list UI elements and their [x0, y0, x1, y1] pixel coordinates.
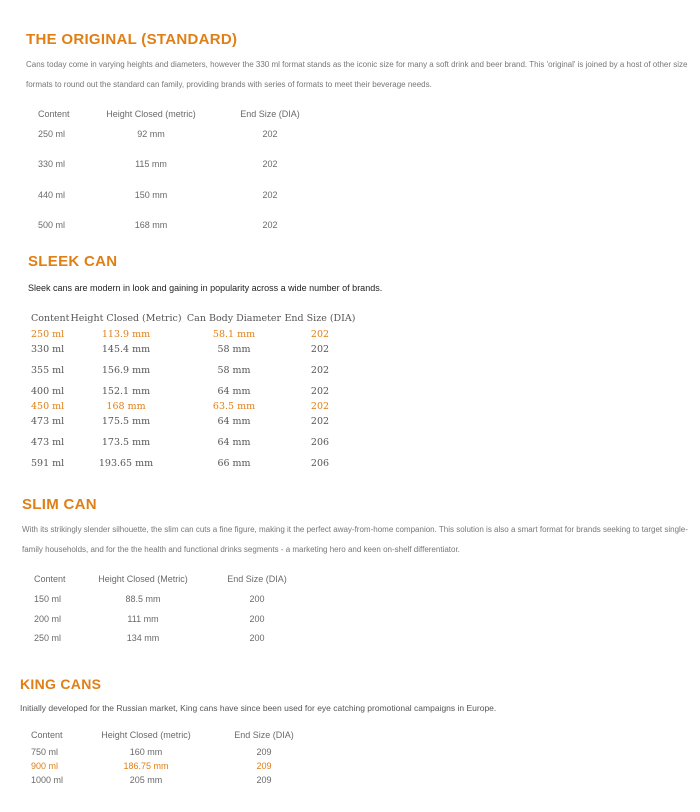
table-header-cell: Content	[38, 109, 70, 119]
table-header-cell: Content	[31, 313, 70, 324]
section-paragraph-king: Initially developed for the Russian market, King cans have since been used for eye catching promotional campaigns in Europe.	[20, 703, 497, 713]
table-header-cell: End Size (DIA)	[284, 313, 356, 324]
table-cell: 200 ml	[34, 614, 62, 624]
table-header-cell: Content	[31, 730, 63, 740]
table-cell: 205 mm	[129, 775, 163, 785]
table-cell: 200	[249, 594, 265, 604]
table-cell: 400 ml	[31, 386, 65, 397]
table-cell: 175.5 mm	[101, 416, 151, 427]
section-title-king: KING CANS	[20, 676, 102, 692]
table-header-cell: Height Closed (Metric)	[70, 313, 182, 324]
table-header-cell: Height Closed (metric)	[101, 730, 191, 740]
table-cell: 202	[262, 190, 278, 200]
table-header-cell: Height Closed (Metric)	[98, 574, 188, 584]
table-cell: 202	[262, 220, 278, 230]
table-cell: 66 mm	[217, 458, 251, 469]
table-cell: 173.5 mm	[101, 437, 151, 448]
table-cell: 115 mm	[135, 159, 167, 169]
table-cell: 88.5 mm	[125, 594, 161, 604]
table-header-cell: Height Closed (metric)	[106, 109, 196, 119]
table-cell: 206	[310, 437, 330, 448]
table-cell: 152.1 mm	[101, 386, 151, 397]
table-cell: 58.1 mm	[212, 329, 256, 340]
section-title-sleek: SLEEK CAN	[28, 253, 118, 270]
table-cell: 250 ml	[34, 633, 62, 643]
table-cell: 473 ml	[31, 437, 65, 448]
table-cell: 440 ml	[38, 190, 66, 200]
section-title-slim: SLIM CAN	[22, 496, 97, 513]
table-cell: 330 ml	[31, 344, 65, 355]
table-cell: 900 ml	[31, 761, 59, 771]
table-cell: 64 mm	[217, 386, 251, 397]
table-cell: 206	[310, 458, 330, 469]
table-cell: 202	[310, 416, 330, 427]
table-cell: 64 mm	[217, 437, 251, 448]
table-cell: 200	[249, 614, 265, 624]
section-title-original: THE ORIGINAL (STANDARD)	[26, 31, 238, 48]
table-header-cell: Can Body Diameter	[186, 313, 282, 324]
table-cell: 193.65 mm	[98, 458, 154, 469]
table-cell: 450 ml	[31, 401, 65, 412]
table-cell: 58 mm	[217, 344, 251, 355]
table-cell: 209	[256, 775, 272, 785]
table-cell: 160 mm	[129, 747, 163, 757]
table-cell: 111 mm	[127, 614, 159, 624]
table-cell: 92 mm	[137, 129, 165, 139]
section-paragraph-original: Cans today come in varying heights and diameters, however the 330 ml format stands as the iconic size for many a soft drink and beer brand. This 'original' is joined by a host of other size formats to round out the standard can family, providing brands with series of formats to meet their beverage needs.	[26, 60, 688, 89]
table-cell: 150 ml	[34, 594, 62, 604]
table-cell: 150 mm	[134, 190, 168, 200]
table-cell: 202	[310, 365, 330, 376]
table-cell: 113.9 mm	[101, 329, 151, 340]
table-cell: 200	[249, 633, 265, 643]
table-cell: 58 mm	[217, 365, 251, 376]
table-cell: 250 ml	[31, 329, 65, 340]
table-cell: 250 ml	[38, 129, 66, 139]
table-cell: 1000 ml	[31, 775, 64, 785]
section-paragraph-slim: With its strikingly slender silhouette, the slim can cuts a fine figure, making it the perfect away-from-home companion. This solution is also a smart format for brands seeking to target single-family households, and for the the health and functional drinks segments - a marketing hero and keen on-shelf differentiator.	[22, 525, 688, 554]
table-cell: 330 ml	[38, 159, 66, 169]
table-cell: 209	[256, 761, 272, 771]
table-cell: 202	[310, 329, 330, 340]
table-cell: 202	[262, 159, 278, 169]
table-cell: 186.75 mm	[123, 761, 169, 771]
table-cell: 202	[310, 344, 330, 355]
table-cell: 750 ml	[31, 747, 59, 757]
table-cell: 168 mm	[134, 220, 168, 230]
table-cell: 134 mm	[126, 633, 160, 643]
table-header-cell: End Size (DIA)	[240, 109, 300, 119]
table-cell: 473 ml	[31, 416, 65, 427]
table-cell: 209	[256, 747, 272, 757]
table-cell: 500 ml	[38, 220, 66, 230]
table-cell: 145.4 mm	[101, 344, 151, 355]
table-cell: 202	[310, 386, 330, 397]
table-cell: 202	[310, 401, 330, 412]
table-cell: 64 mm	[217, 416, 251, 427]
table-cell: 202	[262, 129, 278, 139]
table-cell: 591 ml	[31, 458, 65, 469]
table-header-cell: Content	[34, 574, 66, 584]
table-header-cell: End Size (DIA)	[227, 574, 287, 584]
table-cell: 63.5 mm	[212, 401, 256, 412]
section-paragraph-sleek: Sleek cans are modern in look and gaining in popularity across a wide number of brands.	[28, 283, 383, 293]
table-header-cell: End Size (DIA)	[234, 730, 294, 740]
table-cell: 168 mm	[106, 401, 146, 412]
table-cell: 156.9 mm	[101, 365, 151, 376]
table-cell: 355 ml	[31, 365, 65, 376]
